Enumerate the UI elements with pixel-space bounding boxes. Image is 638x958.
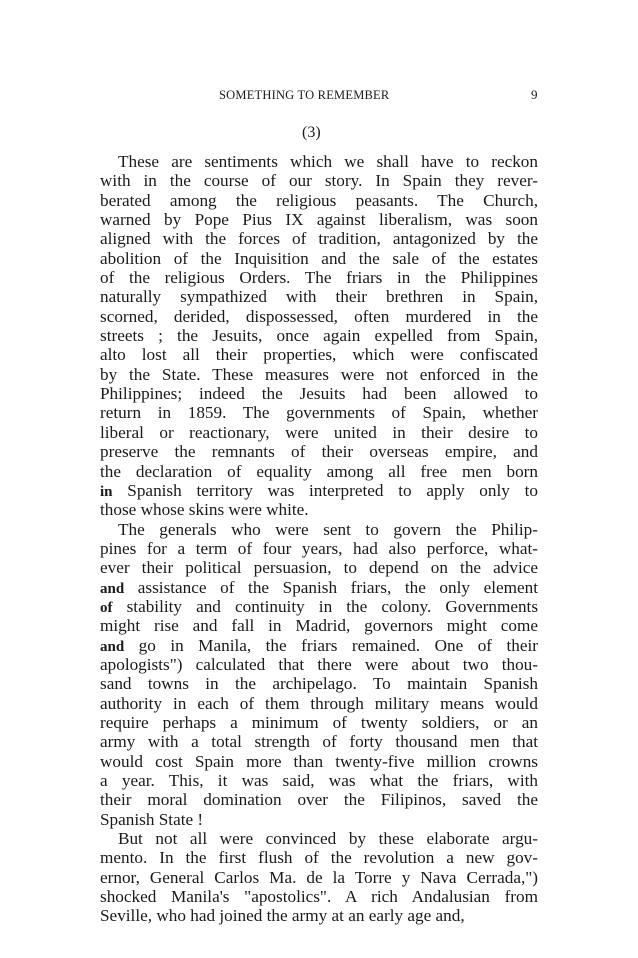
text-line: of the religious Orders. The friars in the Philippines bbox=[100, 268, 538, 288]
text-line: a year. This, it was said, was what the friars, with bbox=[100, 771, 538, 790]
text-line: return in 1859. The governments of Spain, whether bbox=[100, 403, 538, 423]
text-line: aligned with the forces of tradition, antagonized by the bbox=[100, 229, 538, 249]
text-line: liberal or reactionary, were united in their desire to bbox=[100, 422, 538, 442]
text-line: pines for a term of four years, had also perforce, what- bbox=[100, 538, 538, 558]
text-line: naturally sympathized with their brethren in Spain, bbox=[100, 287, 538, 307]
text-line: with in the course of our story. In Spain they rever- bbox=[100, 171, 538, 191]
section-number: (3) bbox=[302, 124, 321, 141]
text-line: the declaration of equality among all free men born bbox=[100, 461, 538, 481]
paragraph bbox=[100, 152, 538, 520]
text-line: sand towns in the archipelago. To maintain Spanish bbox=[100, 674, 538, 694]
text-line: Seville, who had joined the army at an early age and, bbox=[100, 906, 465, 926]
text-line: warned by Pope Pius IX against liberalism, was soon bbox=[100, 210, 538, 230]
text-line: preserve the remnants of their overseas empire, and bbox=[100, 442, 538, 462]
text-line bbox=[100, 597, 538, 616]
text-line: army with a total strength of forty thousand men that bbox=[100, 732, 538, 752]
text-line: those whose skins were white. bbox=[100, 500, 309, 520]
text-line: ever their political persuasion, to depend on the advice bbox=[100, 558, 538, 578]
text-line: berated among the religious peasants. The Church, bbox=[100, 190, 538, 210]
text-line bbox=[100, 636, 538, 655]
line-rest: go in Manila, the friars remained. One of their bbox=[138, 635, 538, 655]
paragraph bbox=[100, 829, 538, 926]
text-line: These are sentiments which we shall have to reckon bbox=[118, 152, 538, 171]
text-line: abolition of the Inquisition and the sale of the estates bbox=[100, 248, 538, 268]
text-line: apologists") calculated that there were about two thou- bbox=[100, 654, 538, 674]
text-line: alto lost all their properties, which were confiscated bbox=[100, 345, 538, 365]
text-line: their moral domination over the Filipinos, saved the bbox=[100, 790, 538, 810]
text-line: would cost Spain more than twenty-five million crowns bbox=[100, 751, 538, 771]
body-text bbox=[100, 152, 538, 926]
paragraph bbox=[100, 520, 538, 830]
line-lead-word: and bbox=[100, 580, 125, 597]
text-line: Spanish State ! bbox=[100, 809, 204, 829]
line-rest: Spanish territory was interpreted to apply only to bbox=[127, 480, 538, 500]
line-lead-word: and bbox=[100, 638, 125, 655]
text-line: might rise and fall in Madrid, governors might come bbox=[100, 616, 538, 636]
text-line: authority in each of them through military means would bbox=[100, 693, 538, 713]
text-line: The generals who were sent to govern the Philip- bbox=[118, 519, 538, 539]
text-line bbox=[100, 578, 538, 597]
line-rest: stability and continuity in the colony. Governments bbox=[126, 596, 538, 616]
text-line: scorned, derided, dispossessed, often murdered in the bbox=[100, 306, 538, 326]
text-line: mento. In the first flush of the revolution a new gov- bbox=[100, 848, 538, 868]
text-line: ernor, General Carlos Ma. de la Torre y Nava Cerrada,") bbox=[100, 867, 538, 887]
text-line: shocked Manila's "apostolics". A rich Andalusian from bbox=[100, 887, 538, 907]
page-number: 9 bbox=[531, 87, 538, 102]
text-line: streets ; the Jesuits, once again expelled from Spain, bbox=[100, 326, 538, 346]
line-lead-word: of bbox=[100, 599, 113, 616]
line-rest: assistance of the Spanish friars, the only element bbox=[137, 577, 538, 597]
line-lead-word: in bbox=[100, 483, 113, 500]
text-line: by the State. These measures were not enforced in the bbox=[100, 364, 538, 384]
text-line: But not all were convinced by these elaborate argu- bbox=[118, 829, 538, 849]
text-line bbox=[100, 481, 538, 500]
running-head: SOMETHING TO REMEMBER bbox=[219, 88, 390, 102]
text-line: Philippines; indeed the Jesuits had been allowed to bbox=[100, 384, 538, 404]
text-line: require perhaps a minimum of twenty soldiers, or an bbox=[100, 712, 538, 732]
